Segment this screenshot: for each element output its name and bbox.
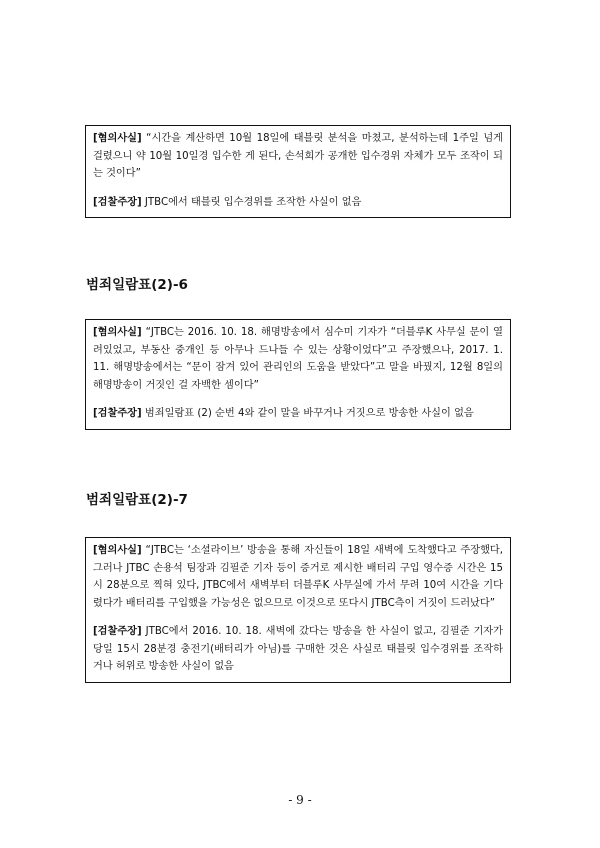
block-2-claim — [93, 405, 503, 423]
claim-text: 범죄일람표 (2) 순번 4와 같이 말을 바꾸거나 거짓으로 방송한 사실이 없음 — [141, 408, 474, 419]
claim-text: JTBC에서 태블릿 입수경위를 조작한 사실이 없음 — [141, 196, 362, 208]
block-3-box — [85, 537, 511, 683]
fact-label: [혐의사실] — [93, 327, 142, 338]
claim-label: [검찰주장] — [93, 408, 142, 419]
claim-text: JTBC에서 2016. 10. 18. 새벽에 갔다는 방송을 한 사실이 없고, 김필준 기자가 당일 15시 28분경 충전기(배터리가 아님)를 구매한 것은 사실로 태블릿 입수경위를 조작하거나 허위로 방송한 사실이 없음 — [93, 626, 503, 672]
section-heading: 범죄일람표(2)-6 — [86, 277, 188, 293]
fact-text: “JTBC는 2016. 10. 18. 해명방송에서 심수미 기자가 “더블루K 사무실 문이 열려있었고, 부동산 중개인 등 아무나 드나들 수 있는 상황이었다”고 주장했으나, 2017. 1. 11. 해명방송에서는 “문이 잠겨 있어 관리인의 도움을 받았다”고 말을 바꿨지, 12월 8일의 해명방송이 거짓인 걸 자백한 셈이다” — [93, 327, 503, 391]
claim-label: [검찰주장] — [93, 626, 142, 637]
block-1-claim — [93, 194, 503, 212]
claim-label: [검찰주장] — [93, 196, 142, 208]
block-3-claim — [93, 623, 503, 676]
fact-text: “JTBC는 ‘소셜라이브’ 방송을 통해 자신들이 18일 새벽에 도착했다고 주장했다, 그러나 JTBC 손용석 팀장과 김필준 기자 등이 증거로 제시한 배터리 구입 영수증 시간은 15시 28분으로 찍혀 있다, JTBC에서 새벽부터 더블루K 사무실에 가서 무려 10여 시간을 기다렸다가 배터리를 구입했을 가능성은 없으므로 이것으로 또다시 JTBC측이 거짓이 드러났다” — [93, 545, 503, 609]
fact-label: [혐의사실] — [93, 545, 142, 556]
block-1-box — [85, 125, 511, 218]
block-1-fact — [93, 130, 503, 183]
block-3-fact — [93, 542, 503, 612]
section-heading: 범죄일람표(2)-7 — [86, 492, 188, 508]
block-2-fact — [93, 324, 503, 394]
fact-text: “시간을 계산하면 10월 18일에 태블릿 분석을 마쳤고, 분석하는데 1주일 넘게 걸렸으니 약 10월 10일경 입수한 게 된다, 손석희가 공개한 입수경위 자체가 모두 조작이 되는 것이다” — [93, 133, 503, 179]
block-2-box — [85, 319, 511, 430]
page-number: - 9 - — [288, 793, 312, 807]
fact-label: [혐의사실] — [93, 133, 142, 144]
